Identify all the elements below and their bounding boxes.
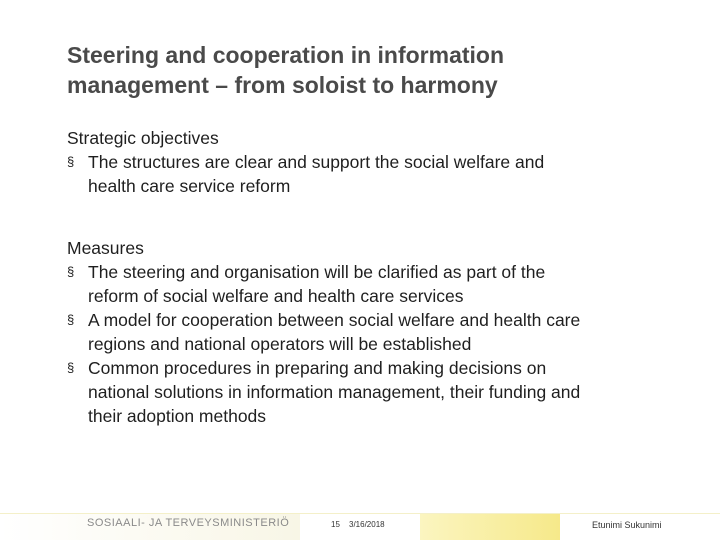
bullet-text-line: health care service reform	[88, 176, 291, 196]
measures-section	[67, 236, 687, 428]
bullet-item	[67, 356, 687, 428]
bullet-marker: §	[67, 154, 75, 169]
author-name: Etunimi Sukunimi	[592, 520, 662, 530]
slide-title-line-1: Steering and cooperation in information	[67, 42, 505, 68]
bullet-text-line: The steering and organisation will be clarified as part of the	[88, 262, 546, 282]
page-number: 15	[331, 520, 340, 529]
bullet-marker: §	[67, 360, 75, 375]
bullet-text-line: their adoption methods	[88, 406, 267, 426]
footer-band-highlight	[420, 514, 560, 540]
strategic-objectives-section	[67, 126, 687, 198]
bullet-item	[67, 308, 687, 356]
bullet-text-line: A model for cooperation between social welfare and health care	[88, 310, 581, 330]
strategic-objectives-heading: Strategic objectives	[67, 128, 219, 148]
bullet-text-line: Common procedures in preparing and making decisions on	[88, 358, 547, 378]
bullet-text-line: national solutions in information management, their funding and	[88, 382, 581, 402]
bullet-text-line: The structures are clear and support the social welfare and	[88, 152, 545, 172]
bullet-item	[67, 150, 687, 198]
footer-date: 3/16/2018	[349, 520, 385, 529]
bullet-marker: §	[67, 312, 75, 327]
slide-title-line-2: management – from soloist to harmony	[67, 72, 498, 98]
bullet-marker: §	[67, 264, 75, 279]
bullet-item	[67, 260, 687, 308]
bullet-text-line: reform of social welfare and health care services	[88, 286, 464, 306]
bullet-text-line: regions and national operators will be established	[88, 334, 472, 354]
ministry-logo: SOSIAALI- JA TERVEYSMINISTERIÖ	[87, 517, 290, 529]
slide-title	[67, 40, 687, 100]
measures-heading: Measures	[67, 238, 144, 258]
